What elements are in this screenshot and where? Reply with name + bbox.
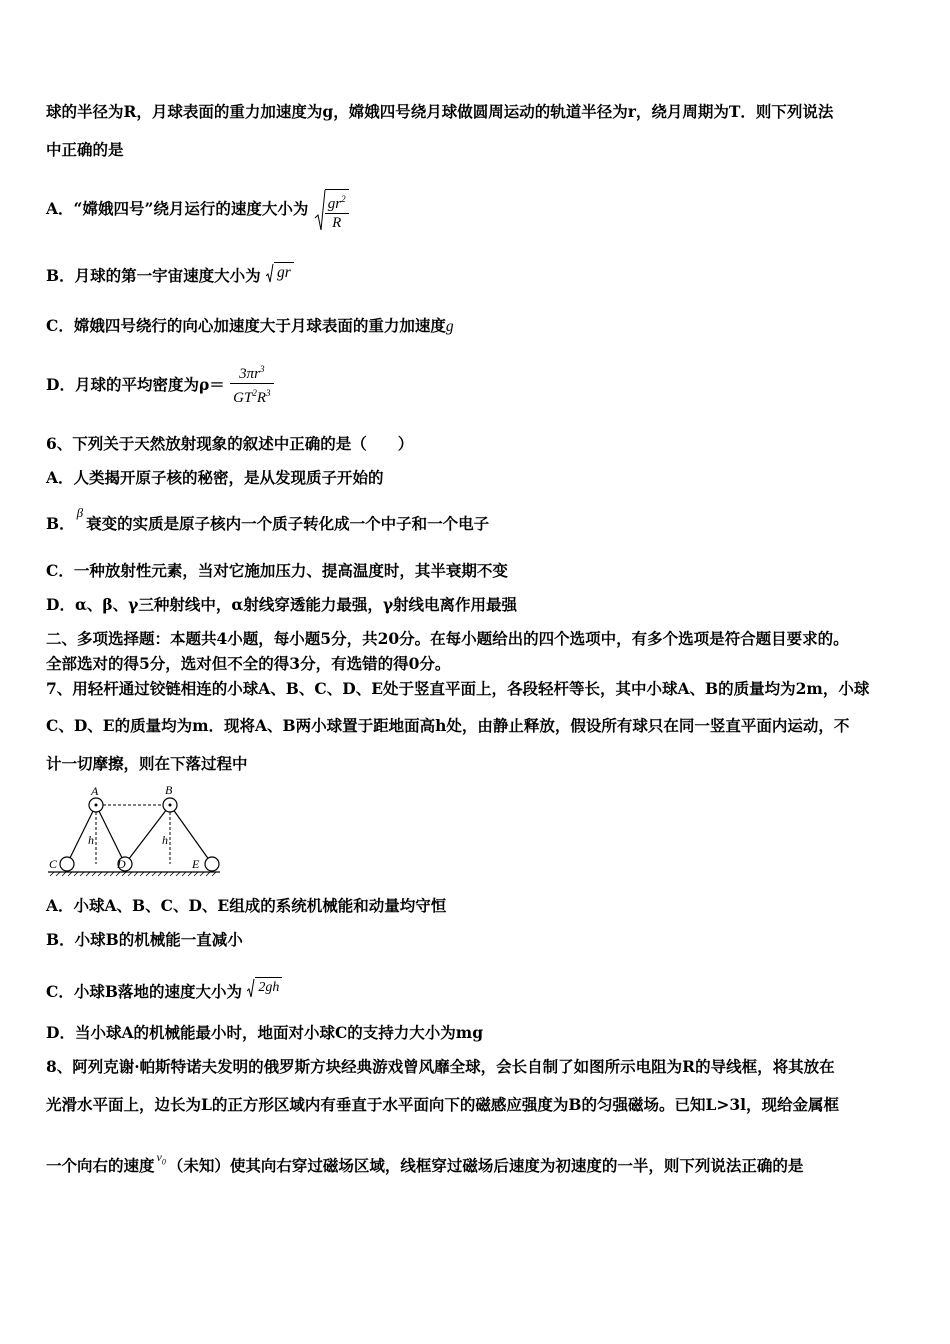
q5-option-a-fraction: $\frac{gr^2}{R}$ xyxy=(325,190,349,232)
sqrt-symbol xyxy=(314,188,349,232)
label-a: A xyxy=(91,784,99,798)
q5-option-b-radicand: gr xyxy=(274,262,294,283)
q7-option-c: C．小球B落地的速度大小为 2gh xyxy=(46,976,282,1002)
q5-option-c-var: g xyxy=(445,318,454,335)
q5-option-a xyxy=(46,188,349,232)
sqrt-symbol xyxy=(266,262,294,283)
q5-stem-line2: 中正确的是 xyxy=(46,140,124,159)
q6-option-a: A．人类揭开原子核的秘密，是从发现质子开始的 xyxy=(46,468,384,487)
q8-stem-line1: 8、阿列克谢·帕斯特诺夫发明的俄罗斯方块经典游戏曾风靡全球，会长自制了如图所示电阻为R的导线框，将其放在 xyxy=(46,1057,835,1076)
label-e: E xyxy=(192,857,200,871)
sqrt-symbol xyxy=(247,976,282,998)
q6-stem: 6、下列关于天然放射现象的叙述中正确的是（ ） xyxy=(46,434,414,453)
beta-symbol: β xyxy=(76,505,84,520)
q5-option-d-fraction: $\frac{3\pi r^3}{GT^2R^3}$ xyxy=(230,360,273,407)
q7-option-b: B．小球B的机械能一直减小 xyxy=(46,930,243,949)
q7-option-c-radicand: 2gh xyxy=(255,977,282,998)
q8-stem-line2: 光滑水平面上，边长为L的正方形区域内有垂直于水平面向下的磁感应强度为B的匀强磁场。已知L>3l，现给金属框 xyxy=(46,1095,840,1114)
q6-option-c: C．一种放射性元素，当对它施加压力、提高温度时，其半衰期不变 xyxy=(46,561,508,580)
ball-e xyxy=(205,857,219,871)
label-h2: h xyxy=(162,833,168,847)
q5-option-b-text: B．月球的第一宇宙速度大小为 xyxy=(46,266,261,285)
q8-stem-line3: 一个向右的速度 $^{v_0}$ （未知）使其向右穿过磁场区域，线框穿过磁场后速度为初速度的一半，则下列说法正确的是 xyxy=(46,1150,804,1175)
label-b: B xyxy=(165,783,173,797)
ball-c xyxy=(60,857,74,871)
label-c: C xyxy=(49,857,58,871)
q5-option-b xyxy=(46,262,294,286)
q7-stem-line2: C、D、E的质量均为m．现将A、B两小球置于距地面高h处，由静止释放，假设所有球只在同一竖直平面内运动，不 xyxy=(46,716,850,735)
q5-option-a-text: A．“嫦娥四号”绕月运行的速度大小为 xyxy=(46,199,309,218)
q5-option-c: C．嫦娥四号绕行的向心加速度大于月球表面的重力加速度g xyxy=(46,316,454,335)
q7-option-d: D．当小球A的机械能最小时，地面对小球C的支持力大小为mg xyxy=(46,1023,484,1042)
q5-option-d xyxy=(46,360,274,407)
q7-stem-line3: 计一切摩擦，则在下落过程中 xyxy=(46,754,248,773)
label-h1: h xyxy=(88,833,94,847)
q5-stem-line1: 球的半径为R，月球表面的重力加速度为g，嫦娥四号绕月球做圆周运动的轨道半径为r，绕月周期为T．则下列说法 xyxy=(46,102,834,121)
v0-symbol: v0 xyxy=(156,1150,166,1167)
q7-stem-line1: 7、用轻杆通过铰链相连的小球A、B、C、D、E处于竖直平面上，各段轻杆等长，其中小球A、B的质量均为2m，小球 xyxy=(46,679,870,698)
q7-option-a: A．小球A、B、C、D、E组成的系统机械能和动量均守恒 xyxy=(46,896,447,915)
q5-option-d-text: D．月球的平均密度为ρ＝ xyxy=(46,375,225,394)
label-d: D xyxy=(117,857,126,871)
q6-option-b: B．$^\beta$衰变的实质是原子核内一个质子转化成一个中子和一个电子 xyxy=(46,505,490,533)
q6-option-d: D．α、β、γ三种射线中，α射线穿透能力最强，γ射线电离作用最强 xyxy=(46,595,518,614)
q7-figure xyxy=(44,782,226,882)
section2-line2: 全部选对的得5分，选对但不全的得3分，有选错的得0分。 xyxy=(46,654,451,673)
section2-line1: 二、多项选择题：本题共4小题，每小题5分，共20分。在每小题给出的四个选项中，有多个选项是符合题目要求的。 xyxy=(46,629,849,648)
